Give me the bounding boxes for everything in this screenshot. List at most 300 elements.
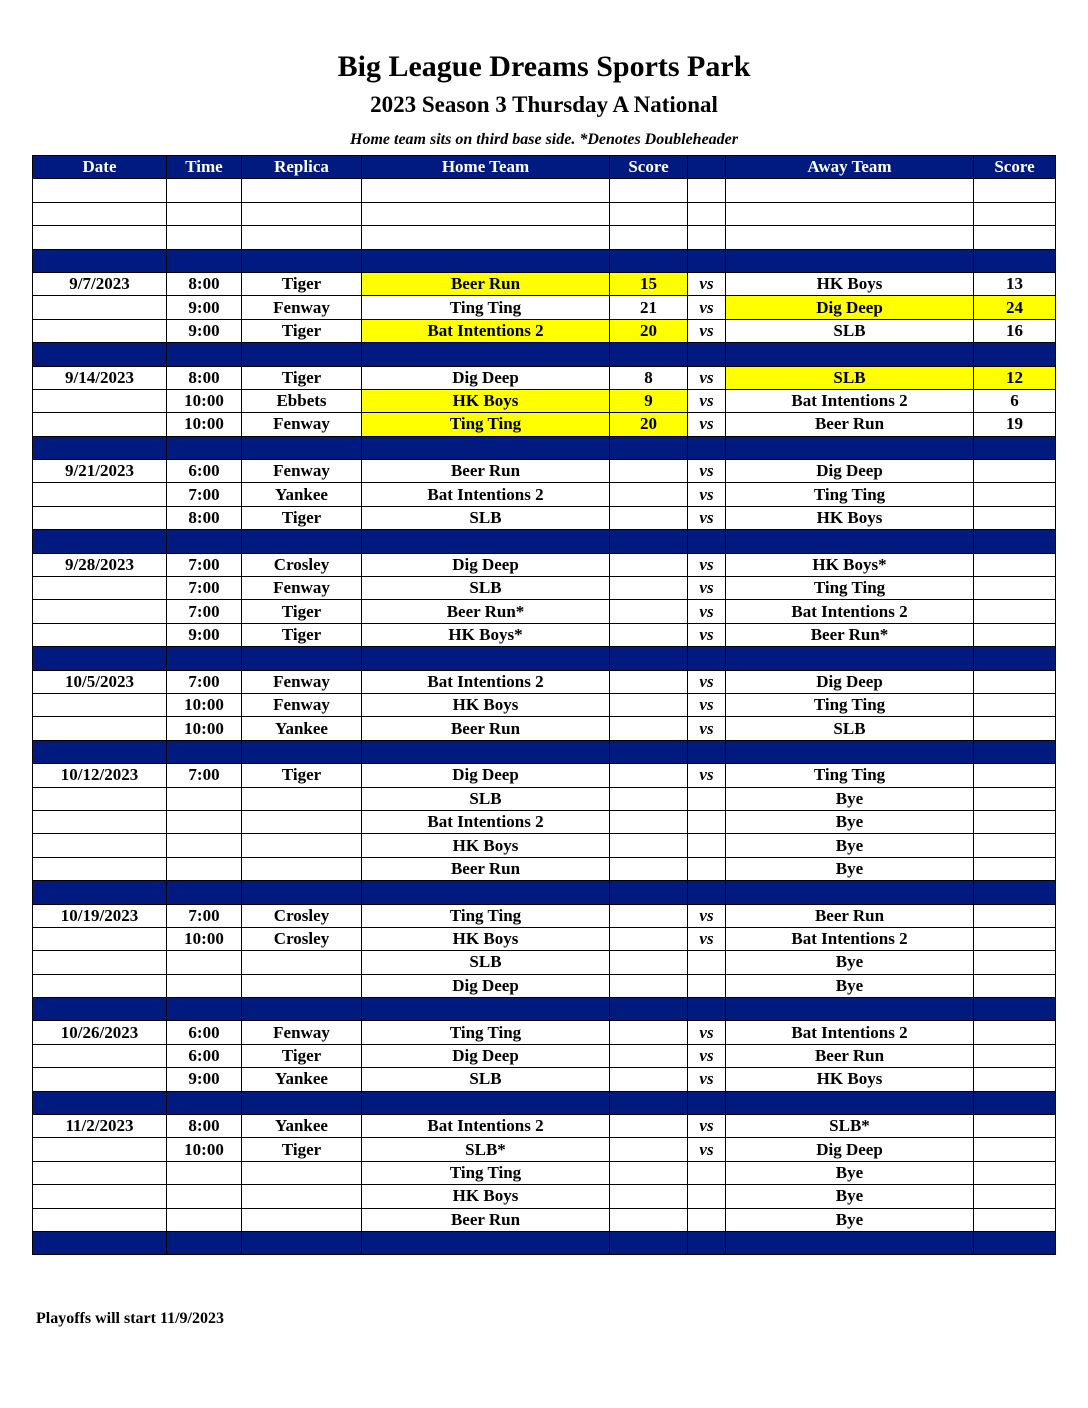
separator-cell [726, 647, 974, 670]
game-row [33, 413, 1056, 436]
time-cell: 10:00 [167, 927, 242, 950]
vs-cell: vs [688, 319, 726, 342]
replica-cell [242, 1161, 362, 1184]
away-score-cell [974, 506, 1056, 529]
separator-cell [688, 881, 726, 904]
away-team-cell: Bye [726, 1208, 974, 1231]
date-cell: 9/21/2023 [33, 460, 167, 483]
away-team-cell: Bye [726, 787, 974, 810]
blank-cell [726, 202, 974, 225]
separator-cell [167, 436, 242, 459]
replica-cell [242, 1185, 362, 1208]
time-cell [167, 787, 242, 810]
time-cell: 6:00 [167, 1021, 242, 1044]
separator-cell [610, 343, 688, 366]
vs-cell: vs [688, 1021, 726, 1044]
separator-cell [362, 530, 610, 553]
separator-cell [726, 1091, 974, 1114]
home-team-cell: Dig Deep [362, 366, 610, 389]
date-cell: 10/19/2023 [33, 904, 167, 927]
blank-cell [33, 179, 167, 202]
separator-cell [242, 343, 362, 366]
home-score-cell [610, 1068, 688, 1091]
separator-row [33, 1231, 1056, 1254]
home-score-cell: 9 [610, 389, 688, 412]
separator-cell [33, 647, 167, 670]
vs-cell: vs [688, 904, 726, 927]
separator-cell [362, 998, 610, 1021]
home-score-cell [610, 974, 688, 997]
vs-cell: vs [688, 389, 726, 412]
date-cell [33, 974, 167, 997]
time-cell: 10:00 [167, 1138, 242, 1161]
home-team-cell: Ting Ting [362, 1161, 610, 1184]
date-cell: 9/7/2023 [33, 272, 167, 295]
date-cell [33, 600, 167, 623]
home-team-cell: Bat Intentions 2 [362, 483, 610, 506]
away-score-cell [974, 1021, 1056, 1044]
home-score-cell [610, 600, 688, 623]
time-cell [167, 974, 242, 997]
home-score-cell [610, 1208, 688, 1231]
vs-cell: vs [688, 506, 726, 529]
away-team-cell: SLB [726, 319, 974, 342]
game-row [33, 577, 1056, 600]
separator-cell [362, 881, 610, 904]
separator-row [33, 881, 1056, 904]
separator-cell [167, 881, 242, 904]
home-score-cell [610, 857, 688, 880]
home-team-cell: Ting Ting [362, 296, 610, 319]
home-team-cell: SLB [362, 951, 610, 974]
game-row [33, 623, 1056, 646]
separator-cell [167, 1091, 242, 1114]
separator-cell [242, 530, 362, 553]
away-team-cell: Beer Run* [726, 623, 974, 646]
replica-cell: Yankee [242, 1115, 362, 1138]
home-score-cell [610, 693, 688, 716]
game-row [33, 693, 1056, 716]
home-team-cell: Beer Run [362, 272, 610, 295]
date-cell [33, 319, 167, 342]
away-team-cell: Bye [726, 1161, 974, 1184]
vs-cell [688, 1161, 726, 1184]
game-row [33, 1068, 1056, 1091]
game-row [33, 857, 1056, 880]
home-team-cell: Ting Ting [362, 413, 610, 436]
replica-cell: Tiger [242, 366, 362, 389]
home-score-cell [610, 623, 688, 646]
replica-cell: Fenway [242, 413, 362, 436]
time-cell: 8:00 [167, 1115, 242, 1138]
separator-cell [974, 1231, 1056, 1254]
away-team-cell: Bat Intentions 2 [726, 600, 974, 623]
separator-cell [33, 436, 167, 459]
separator-cell [610, 249, 688, 272]
home-team-cell: HK Boys [362, 834, 610, 857]
game-row [33, 1185, 1056, 1208]
time-cell: 9:00 [167, 296, 242, 319]
replica-cell: Tiger [242, 1138, 362, 1161]
blank-cell [362, 202, 610, 225]
separator-cell [688, 998, 726, 1021]
time-cell: 9:00 [167, 1068, 242, 1091]
date-cell [33, 857, 167, 880]
home-score-cell [610, 717, 688, 740]
date-cell: 11/2/2023 [33, 1115, 167, 1138]
time-cell [167, 1185, 242, 1208]
date-cell [33, 787, 167, 810]
away-team-cell: Ting Ting [726, 693, 974, 716]
replica-cell: Tiger [242, 1044, 362, 1067]
separator-cell [974, 881, 1056, 904]
separator-cell [610, 1231, 688, 1254]
separator-cell [688, 530, 726, 553]
separator-cell [974, 249, 1056, 272]
separator-cell [362, 249, 610, 272]
home-team-cell: Ting Ting [362, 1021, 610, 1044]
separator-cell [688, 249, 726, 272]
blank-cell [242, 179, 362, 202]
blank-cell [33, 202, 167, 225]
blank-cell [362, 226, 610, 249]
home-score-cell [610, 764, 688, 787]
away-score-cell [974, 1185, 1056, 1208]
away-score-cell [974, 1115, 1056, 1138]
date-cell: 10/26/2023 [33, 1021, 167, 1044]
col-header-time: Time [167, 156, 242, 179]
separator-cell [33, 530, 167, 553]
replica-cell: Ebbets [242, 389, 362, 412]
vs-cell: vs [688, 1068, 726, 1091]
blank-row [33, 226, 1056, 249]
home-score-cell [610, 1161, 688, 1184]
home-score-cell [610, 927, 688, 950]
time-cell: 8:00 [167, 506, 242, 529]
separator-cell [726, 881, 974, 904]
col-header-vs [688, 156, 726, 179]
away-score-cell [974, 1161, 1056, 1184]
col-header-home-score: Score [610, 156, 688, 179]
replica-cell: Yankee [242, 1068, 362, 1091]
separator-cell [974, 647, 1056, 670]
home-score-cell [610, 1138, 688, 1161]
time-cell: 10:00 [167, 413, 242, 436]
away-score-cell [974, 951, 1056, 974]
replica-cell: Fenway [242, 460, 362, 483]
replica-cell: Crosley [242, 927, 362, 950]
home-score-cell: 15 [610, 272, 688, 295]
vs-cell [688, 951, 726, 974]
date-cell [33, 810, 167, 833]
blank-cell [610, 226, 688, 249]
away-score-cell [974, 600, 1056, 623]
col-header-date: Date [33, 156, 167, 179]
home-score-cell: 20 [610, 319, 688, 342]
game-row [33, 1208, 1056, 1231]
vs-cell: vs [688, 693, 726, 716]
time-cell: 8:00 [167, 366, 242, 389]
blank-row [33, 202, 1056, 225]
replica-cell: Fenway [242, 577, 362, 600]
home-team-cell: Beer Run [362, 857, 610, 880]
away-team-cell: Dig Deep [726, 1138, 974, 1161]
home-team-cell: Bat Intentions 2 [362, 670, 610, 693]
away-score-cell: 24 [974, 296, 1056, 319]
separator-cell [688, 1091, 726, 1114]
replica-cell: Tiger [242, 272, 362, 295]
away-team-cell: Dig Deep [726, 670, 974, 693]
replica-cell: Tiger [242, 319, 362, 342]
time-cell: 7:00 [167, 600, 242, 623]
separator-cell [974, 343, 1056, 366]
separator-cell [33, 1231, 167, 1254]
vs-cell: vs [688, 600, 726, 623]
away-score-cell [974, 1044, 1056, 1067]
separator-cell [688, 647, 726, 670]
game-row [33, 670, 1056, 693]
separator-cell [33, 881, 167, 904]
time-cell: 6:00 [167, 460, 242, 483]
away-team-cell: HK Boys [726, 272, 974, 295]
date-cell [33, 693, 167, 716]
time-cell: 7:00 [167, 764, 242, 787]
date-cell: 9/28/2023 [33, 553, 167, 576]
game-row [33, 951, 1056, 974]
away-team-cell: Beer Run [726, 1044, 974, 1067]
separator-cell [688, 343, 726, 366]
game-row [33, 904, 1056, 927]
away-score-cell [974, 1138, 1056, 1161]
game-row [33, 1044, 1056, 1067]
date-cell [33, 951, 167, 974]
separator-row [33, 1091, 1056, 1114]
date-cell [33, 1068, 167, 1091]
game-row [33, 506, 1056, 529]
vs-cell: vs [688, 553, 726, 576]
vs-cell: vs [688, 366, 726, 389]
vs-cell [688, 1185, 726, 1208]
home-team-cell: Beer Run [362, 1208, 610, 1231]
game-row [33, 389, 1056, 412]
col-header-away-score: Score [974, 156, 1056, 179]
replica-cell [242, 857, 362, 880]
separator-row [33, 530, 1056, 553]
date-cell [33, 1044, 167, 1067]
separator-row [33, 249, 1056, 272]
home-score-cell: 21 [610, 296, 688, 319]
home-score-cell: 20 [610, 413, 688, 436]
date-cell: 10/5/2023 [33, 670, 167, 693]
separator-cell [610, 530, 688, 553]
game-row [33, 834, 1056, 857]
away-team-cell: Bye [726, 810, 974, 833]
separator-cell [726, 249, 974, 272]
separator-cell [688, 740, 726, 763]
time-cell: 6:00 [167, 1044, 242, 1067]
away-score-cell [974, 577, 1056, 600]
game-row [33, 1115, 1056, 1138]
vs-cell: vs [688, 413, 726, 436]
away-team-cell: Bye [726, 951, 974, 974]
away-team-cell: SLB* [726, 1115, 974, 1138]
separator-cell [167, 647, 242, 670]
separator-cell [242, 1091, 362, 1114]
separator-cell [362, 436, 610, 459]
separator-cell [610, 647, 688, 670]
game-row [33, 787, 1056, 810]
home-team-cell: Dig Deep [362, 764, 610, 787]
separator-cell [242, 740, 362, 763]
replica-cell [242, 951, 362, 974]
home-team-cell: Bat Intentions 2 [362, 319, 610, 342]
separator-cell [610, 881, 688, 904]
replica-cell: Fenway [242, 296, 362, 319]
away-score-cell: 12 [974, 366, 1056, 389]
date-cell [33, 1208, 167, 1231]
separator-cell [610, 998, 688, 1021]
home-team-cell: HK Boys [362, 927, 610, 950]
away-score-cell [974, 857, 1056, 880]
away-team-cell: Bye [726, 857, 974, 880]
away-score-cell [974, 974, 1056, 997]
separator-cell [362, 343, 610, 366]
time-cell: 8:00 [167, 272, 242, 295]
vs-cell: vs [688, 717, 726, 740]
separator-cell [33, 249, 167, 272]
game-row [33, 366, 1056, 389]
separator-cell [167, 1231, 242, 1254]
home-team-cell: HK Boys [362, 1185, 610, 1208]
away-score-cell [974, 927, 1056, 950]
blank-cell [726, 226, 974, 249]
separator-cell [726, 343, 974, 366]
home-team-cell: SLB* [362, 1138, 610, 1161]
home-team-cell: HK Boys [362, 389, 610, 412]
home-team-cell: SLB [362, 787, 610, 810]
separator-cell [362, 1091, 610, 1114]
date-cell: 9/14/2023 [33, 366, 167, 389]
away-team-cell: HK Boys [726, 506, 974, 529]
blank-cell [974, 202, 1056, 225]
away-score-cell [974, 553, 1056, 576]
away-score-cell [974, 787, 1056, 810]
home-score-cell [610, 506, 688, 529]
away-team-cell: Bat Intentions 2 [726, 389, 974, 412]
home-team-cell: SLB [362, 577, 610, 600]
separator-cell [33, 740, 167, 763]
separator-cell [726, 1231, 974, 1254]
away-score-cell [974, 1068, 1056, 1091]
vs-cell [688, 1208, 726, 1231]
separator-cell [974, 998, 1056, 1021]
home-team-cell: SLB [362, 1068, 610, 1091]
vs-cell: vs [688, 460, 726, 483]
blank-cell [362, 179, 610, 202]
away-score-cell [974, 717, 1056, 740]
blank-cell [167, 202, 242, 225]
date-cell [33, 717, 167, 740]
separator-cell [33, 1091, 167, 1114]
blank-cell [688, 202, 726, 225]
replica-cell [242, 974, 362, 997]
separator-cell [242, 998, 362, 1021]
away-score-cell: 19 [974, 413, 1056, 436]
away-team-cell: Ting Ting [726, 577, 974, 600]
separator-cell [726, 436, 974, 459]
home-score-cell [610, 577, 688, 600]
separator-cell [688, 1231, 726, 1254]
blank-cell [33, 226, 167, 249]
separator-cell [610, 1091, 688, 1114]
date-cell [33, 1161, 167, 1184]
vs-cell: vs [688, 623, 726, 646]
vs-cell: vs [688, 764, 726, 787]
blank-cell [242, 202, 362, 225]
date-cell [33, 506, 167, 529]
separator-cell [610, 436, 688, 459]
replica-cell: Crosley [242, 553, 362, 576]
date-cell [33, 1185, 167, 1208]
home-score-cell [610, 670, 688, 693]
away-score-cell [974, 904, 1056, 927]
replica-cell: Tiger [242, 623, 362, 646]
home-score-cell [610, 904, 688, 927]
time-cell [167, 951, 242, 974]
home-team-cell: Beer Run [362, 460, 610, 483]
replica-cell: Yankee [242, 717, 362, 740]
home-team-cell: Beer Run* [362, 600, 610, 623]
blank-cell [688, 179, 726, 202]
separator-cell [242, 647, 362, 670]
home-score-cell [610, 1021, 688, 1044]
away-team-cell: Bye [726, 1185, 974, 1208]
time-cell [167, 857, 242, 880]
away-score-cell [974, 623, 1056, 646]
away-team-cell: SLB [726, 717, 974, 740]
time-cell: 10:00 [167, 717, 242, 740]
game-row [33, 974, 1056, 997]
home-score-cell: 8 [610, 366, 688, 389]
date-cell [33, 623, 167, 646]
blank-cell [974, 226, 1056, 249]
vs-cell: vs [688, 1044, 726, 1067]
game-row [33, 272, 1056, 295]
game-row [33, 810, 1056, 833]
date-cell [33, 927, 167, 950]
away-team-cell: Ting Ting [726, 483, 974, 506]
blank-cell [242, 226, 362, 249]
home-score-cell [610, 1115, 688, 1138]
vs-cell [688, 857, 726, 880]
separator-cell [167, 740, 242, 763]
separator-cell [33, 343, 167, 366]
away-team-cell: Bye [726, 974, 974, 997]
date-cell [33, 577, 167, 600]
separator-cell [167, 530, 242, 553]
away-team-cell: HK Boys* [726, 553, 974, 576]
separator-cell [726, 998, 974, 1021]
game-row [33, 319, 1056, 342]
date-cell [33, 834, 167, 857]
date-cell [33, 296, 167, 319]
separator-cell [974, 436, 1056, 459]
vs-cell: vs [688, 927, 726, 950]
col-header-away-team: Away Team [726, 156, 974, 179]
replica-cell [242, 1208, 362, 1231]
away-team-cell: Ting Ting [726, 764, 974, 787]
away-team-cell: Beer Run [726, 413, 974, 436]
